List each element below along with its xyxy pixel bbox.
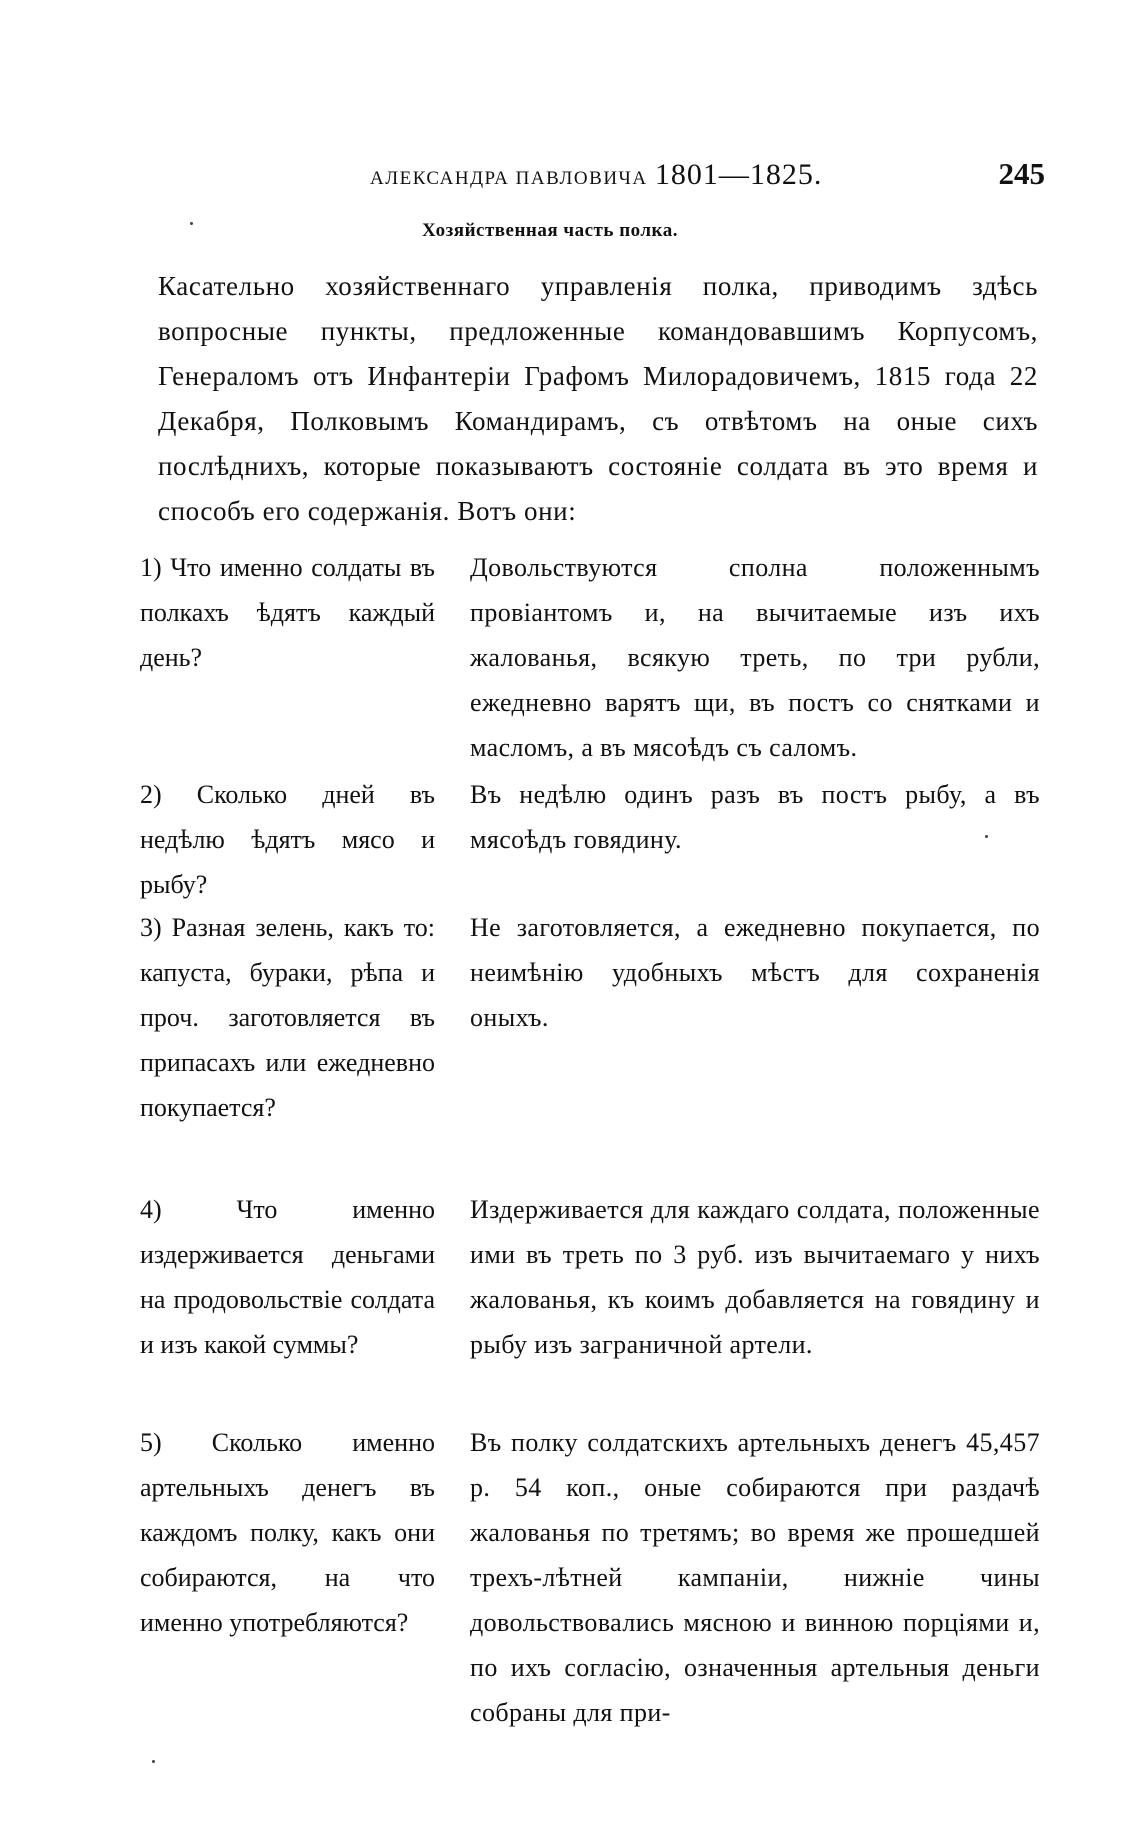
print-speck <box>152 1760 155 1763</box>
answer-1: Довольствуются сполна положеннымъ провіантомъ и, на вычитаемые изъ ихъ жалованья, всякую треть, по три рубли, ежедневно варятъ щи, въ постъ со снятками и масломъ, а въ мясоѣдъ съ саломъ. <box>470 553 1040 762</box>
answer-3: Не заготовляется, а ежедневно покупается, по неимѣнію удобныхъ мѣстъ для сохраненія оныхъ. <box>470 913 1040 1032</box>
running-head <box>330 150 1045 200</box>
question-1: 1) Что именно солдаты въ полкахъ ѣдятъ каждый день? <box>140 553 435 672</box>
running-title <box>370 158 822 192</box>
page-number: 245 <box>998 156 1045 191</box>
print-speck <box>985 835 988 838</box>
answer-5: Въ полку солдатскихъ артельныхъ денегъ 45,457 р. 54 коп., оные собираются при раздачѣ жалованья по третямъ; во время же прошедшей трехъ-лѣтней кампаніи, нижніе чины довольствовались мясною и винною порціями и, по ихъ согласію, означенныя артельныя деньги собраны для при- <box>470 1428 1040 1727</box>
question-2: 2) Сколько дней въ недѣлю ѣдятъ мясо и рыбу? <box>140 780 435 899</box>
running-title-years: 1801—1825. <box>654 158 823 191</box>
intro-paragraph: Касательно хозяйственнаго управленія полка, приводимъ здѣсь вопросные пункты, предложенные командовавшимъ Корпусомъ, Генераломъ отъ Инфантеріи Графомъ Милорадовичемъ, 1815 года 22 Декабря, Полковымъ Командирамъ, съ отвѣтомъ на оные сихъ послѣднихъ, которые показываютъ состояніе солдата въ это время и способъ его содержанія. Вотъ они: <box>158 271 1038 526</box>
answer-2: Въ недѣлю одинъ разъ въ постъ рыбу, а въ мясоѣдъ говядину. <box>470 780 1040 854</box>
question-3: 3) Разная зелень, какъ то: капуста, бураки, рѣпа и проч. заготовляется въ припасахъ или ежедневно покупается? <box>140 913 435 1122</box>
answer-4: Издерживается для каждаго солдата, положенные ими въ треть по 3 руб. изъ вычитаемаго у нихъ жалованья, къ коимъ добавляется на говядину и рыбу изъ заграничной артели. <box>470 1195 1040 1359</box>
question-4: 4) Что именно издерживается деньгами на продовольствіе солдата и изъ какой суммы? <box>140 1195 435 1359</box>
section-heading: Хозяйственная часть полка. <box>422 220 678 241</box>
question-5: 5) Сколько именно артельныхъ денегъ въ каждомъ полку, какъ они собираются, на что именно употребляются? <box>140 1428 435 1637</box>
running-title-text: АЛЕКСАНДРА ПАВЛОВИЧА <box>370 168 648 189</box>
